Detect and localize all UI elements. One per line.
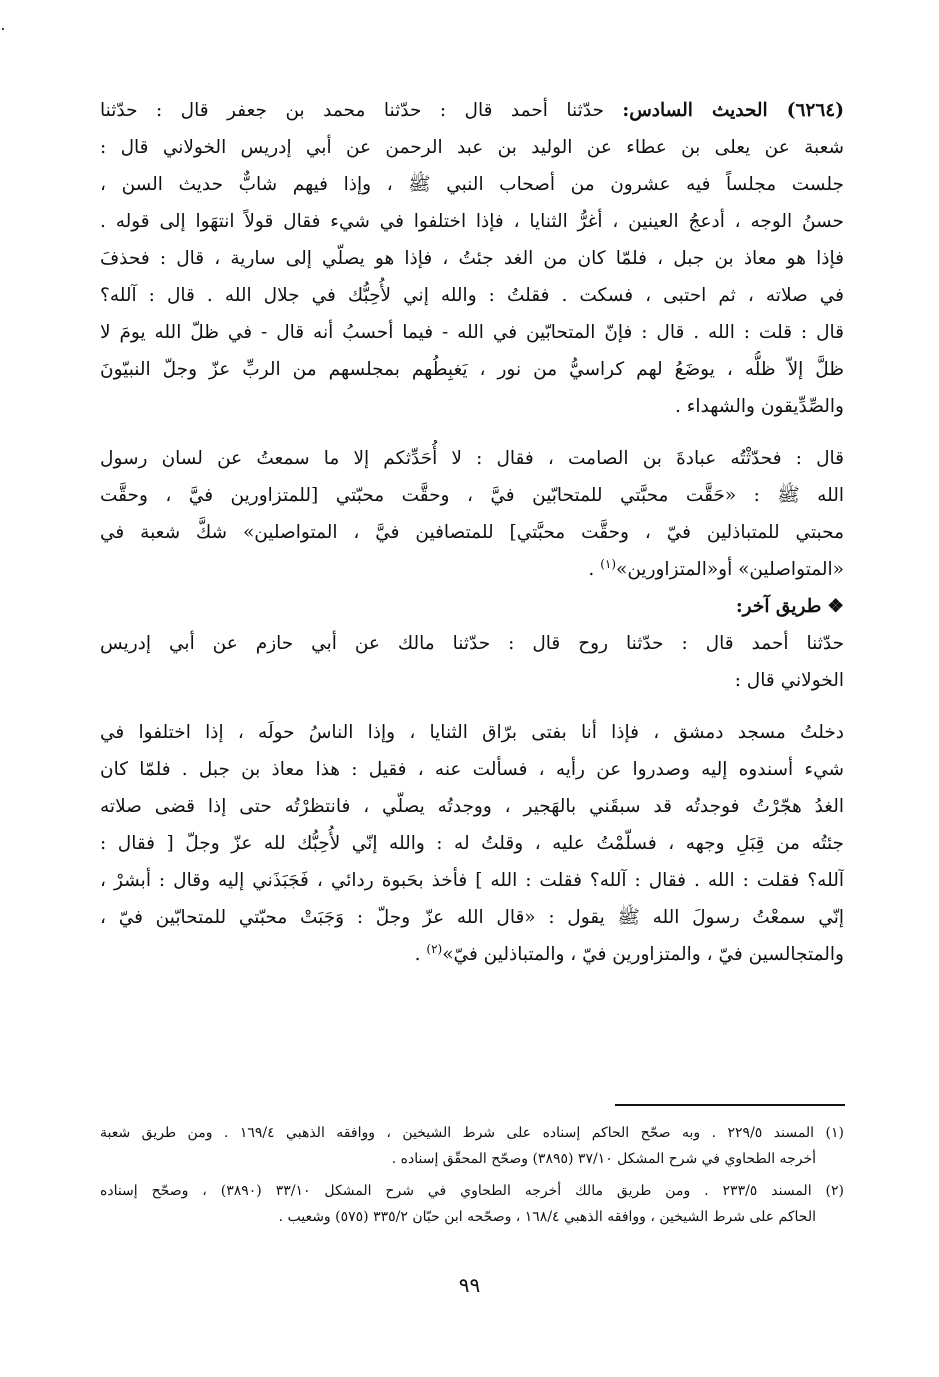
hadith-isnad-rest: حدّثنا أحمد قال : حدّثنا محمد بن جعفر قال : حدّثنا: [100, 100, 604, 121]
hadith-body-line: قال : قلت : الله . قال : فإنّ المتحابّين في الله - فيما أحسبُ أنه قال - في ظلّ الله يومَ لا: [100, 322, 844, 343]
route-body-line: الغدُ هجّرْتُ فوجدتُه قد سبقَني بالهَجير ، ووجدتُه يصلّي ، فانتظرْتُه حتى إذا قضى صلاته: [100, 796, 844, 817]
footnote-2-line: (٢) المسند ٢٣٣/٥ . ومن طريق مالك أخرجه الطحاوي في شرح المشكل ٣٣/١٠ (٣٨٩٠) ، وصحّح إسناده: [100, 1183, 844, 1199]
route-isnad-line: الخولاني قال :: [734, 670, 844, 691]
hadith-body-line: حسنُ الوجه ، أدعجُ العينين ، أغرُّ الثنايا ، فإذا اختلفوا في شيء فقال قولاً انتهَوا إلى قوله .: [100, 211, 844, 232]
route-isnad-line: حدّثنا أحمد قال : حدّثنا روح قال : حدّثنا مالك عن أبي حازم عن أبي إدريس: [100, 633, 844, 654]
footnote-ref-2: (٢): [426, 941, 443, 956]
hadith-body-line: ظلَّ إلاّ ظلُّه ، يوضَعُ لهم كراسيُّ من نور ، يَغبِطُهم بمجلسهم من الربِّ عزّ وجلّ النبيّونَ: [100, 359, 844, 380]
route-body-line: إنّي سمعْتُ رسولَ الله ﷺ يقول : «قال الله عزّ وجلّ : وَجَبَتْ محبّتي للمتحابّين فيّ ،: [100, 907, 844, 928]
hadith-para2-text: «المتواصلين» أو«المتزاورين»: [616, 559, 844, 580]
hadith-para2-line: الله ﷺ : «حَقَّت محبَّتي للمتحابّين فيَّ ، وحقَّت محبّتي [للمتزاورين فيَّ ، وحقَّت: [100, 485, 844, 506]
page-number: ٩٩: [458, 1273, 481, 1297]
second-route-heading: [100, 588, 844, 625]
route-body-line: آلله؟ فقلت : الله . فقال : آلله؟ فقلت : الله ] فأخذ بحَبوة ردائي ، فَجَبَذَني إليه وقال : أبشرْ ،: [100, 870, 844, 891]
footnote-1-line: (١) المسند ٢٢٩/٥ . وبه صحّح الحاكم إسناده على شرط الشيخين ، ووافقه الذهبي ١٦٩/٤ . ومن طريق شعبة: [100, 1125, 844, 1141]
diamond-bullet-icon: ❖: [827, 596, 844, 617]
route-body-line: دخلتُ مسجد دمشق ، فإذا أنا بفتى برّاق الثنايا ، وإذا الناسُ حولَه ، إذا اختلفوا في: [100, 722, 844, 743]
hadith-para2-end: .: [588, 559, 595, 580]
hadith-para2-line: قال : فحدّثْتُه عبادةَ بن الصامت ، فقال : لا أُحَدِّثكم إلا ما سمعتُ عن لسان رسول: [100, 448, 844, 469]
scan-speck: [2, 28, 4, 30]
route-body-text: والمتجالسين فيّ ، والمتزاورين فيّ ، والمتباذلين فيّ»: [442, 944, 844, 965]
footnote-ref-1: (١): [600, 556, 617, 571]
hadith-isnad-line-1: [100, 92, 844, 129]
footnote-separator: [615, 1104, 845, 1106]
route-body-line: [100, 936, 844, 973]
hadith-heading: (٦٢٦٤) الحديث السادس:: [622, 100, 844, 121]
hadith-body-line: والصِّدِّيقون والشهداء .: [674, 396, 844, 417]
route-body-line: جئتُه من قِبَلِ وجهه ، فسلّمْتُ عليه ، وقلتُ له : والله إنّي لأُحِبُّك لله عزّ وجلّ [ فقال :: [100, 833, 844, 854]
footnote-2-line: الحاكم على شرط الشيخين ، ووافقه الذهبي ١٦٨/٤ ، وصحّحه ابن حبّان ٣٣٥/٢ (٥٧٥) وشعيب .: [278, 1209, 816, 1225]
hadith-body-line: في صلاته ، ثم احتبى ، فسكت . فقلتُ : والله إني لأُحِبُّك في جلال الله . قال : آلله؟: [100, 285, 844, 306]
main-text: [100, 92, 844, 973]
route-body-end: .: [414, 944, 421, 965]
hadith-body-line: فإذا هو معاذ بن جبل ، فلمّا كان من الغد جئتُ ، فإذا هو يصلّي إلى سارية ، قال : فحذفَ: [100, 248, 844, 269]
second-route-title: طريق آخر:: [735, 596, 822, 617]
hadith-isnad-line-2: شعبة عن يعلى بن عطاء عن الوليد بن عبد الرحمن عن أبي إدريس الخولاني قال :: [100, 137, 844, 158]
hadith-para2-line: [100, 551, 844, 588]
footnote-1-line: أخرجه الطحاوي في شرح المشكل ٣٧/١٠ (٣٨٩٥) وصحّح المحقّق إسناده .: [391, 1151, 816, 1167]
hadith-para2-line: محبتي للمتباذلين فيّ ، وحقَّت محبَّتي] للمتصافين فيَّ ، المتواصلين» شكَّ شعبة في: [100, 522, 844, 543]
route-body-line: شيء أسندوه إليه وصدروا عن رأيه ، فسألت عنه ، فقيل : هذا معاذ بن جبل . فلمّا كان: [100, 759, 844, 780]
hadith-body-line: جلست مجلساً فيه عشرون من أصحاب النبي ﷺ ، وإذا فيهم شابٌّ حديث السن ،: [100, 174, 844, 195]
footnotes: [100, 1120, 844, 1230]
